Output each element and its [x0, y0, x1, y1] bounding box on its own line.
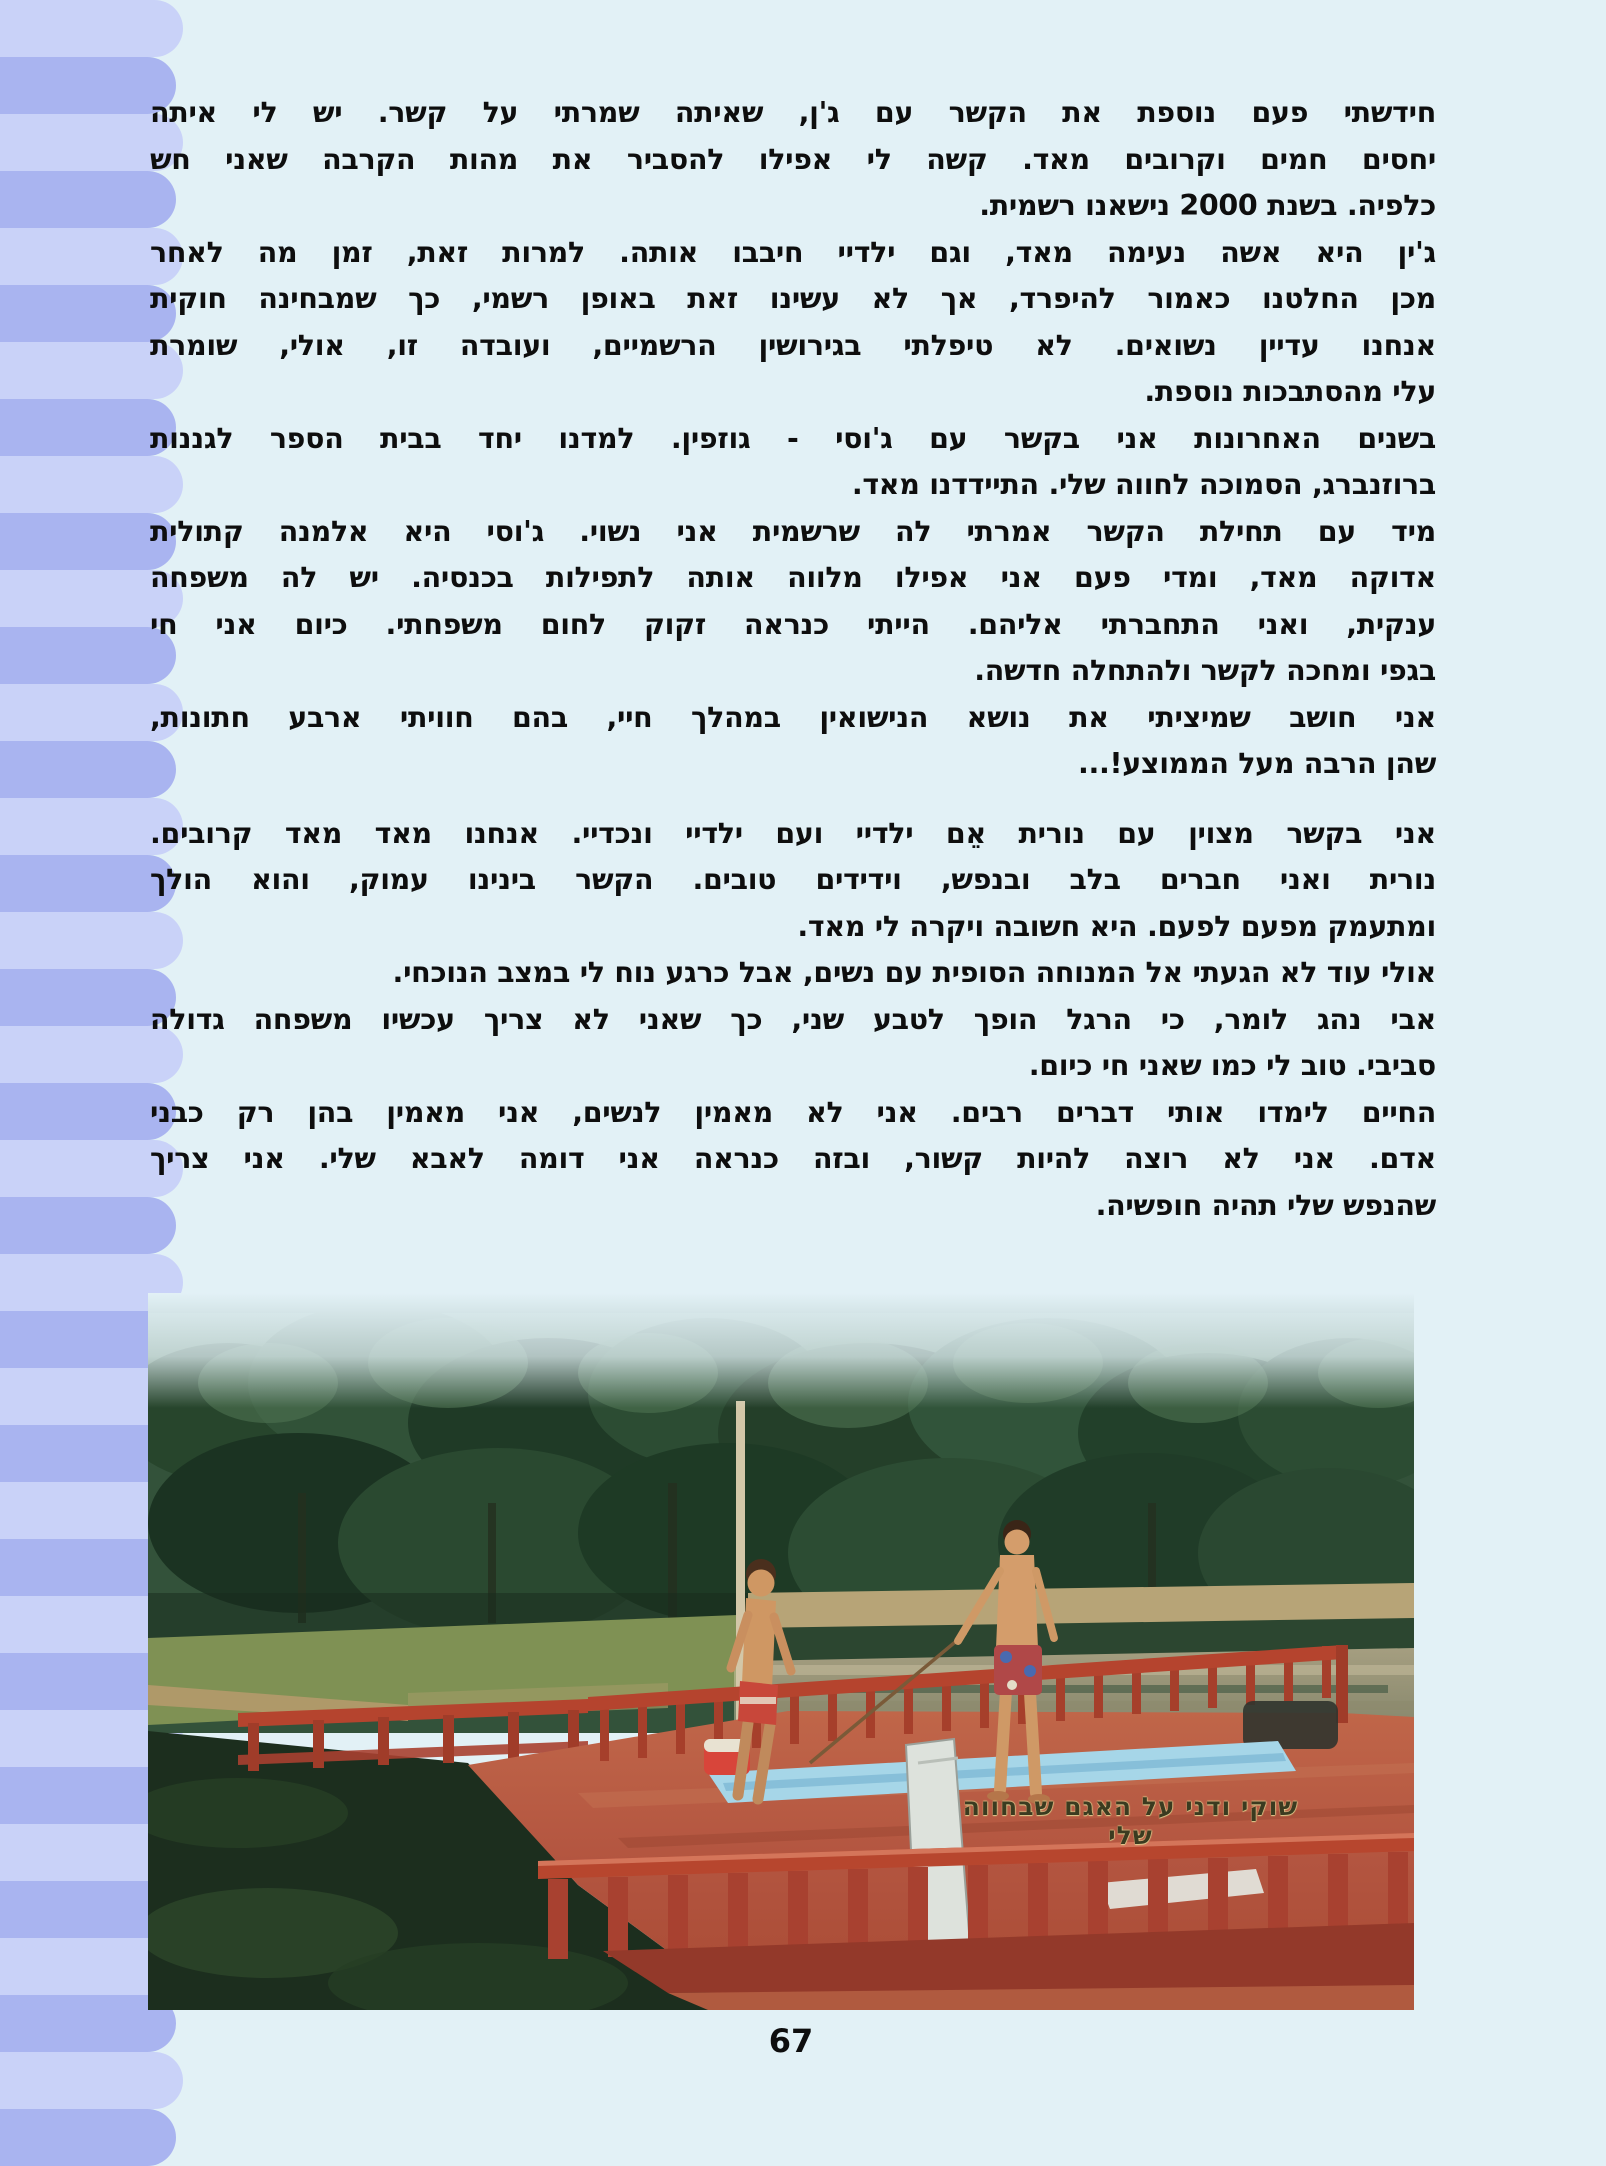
text-line: חידשתי פעם נוספת את הקשר עם ג'ן, שאיתה שמרתי על קשר. יש לי איתה — [150, 96, 1436, 129]
text-line: שהנפש שלי תהיה חופשיה. — [1095, 1188, 1436, 1222]
text-line: ברוזנברג, הסמוכה לחווה שלי. התיידדנו מאד. — [851, 468, 1436, 501]
paragraph — [150, 997, 1436, 1090]
text-line: נורית ואני חברים בלב ובנפש, וידידים טובים. הקשר בינינו עמוק, והוא הולך — [150, 863, 1436, 896]
text-line: אנחנו עדיין נשואים. לא טיפלתי בגירושין הרשמיים, ועובדה זו, אולי, שומרת — [150, 328, 1436, 362]
paragraph — [150, 1090, 1436, 1230]
front-railing — [538, 1833, 1414, 2010]
text-line: אבי נהג לומר, כי הרגל הופך לטבע שני, כך שאני לא צריך עכשיו משפחה גדולה — [150, 1002, 1436, 1036]
text-line: החיים לימדו אותי דברים רבים. אני לא מאמין לנשים, אני מאמין בהן רק כבני — [150, 1095, 1436, 1129]
paragraph — [150, 950, 1436, 997]
text-line: סביבי. טוב לי כמו שאני חי כיום. — [1028, 1049, 1436, 1082]
text-line: יחסים חמים וקרובים מאד. קשה לי אפילו להסביר את מהות הקרבה שאני חש — [150, 142, 1436, 176]
paragraph — [150, 416, 1436, 509]
photo-caption: שוקי ודני על האגם שבחווה שלי — [962, 1792, 1299, 1850]
paragraph — [150, 90, 1436, 230]
text-line: אני חושב שמיציתי את נושא הנישואין במהלך חיי, בהם חוויתי ארבע חתונות, — [150, 700, 1436, 734]
binding-pill — [0, 0, 183, 57]
binding-pill — [0, 2109, 176, 2166]
text-line: עלי מהסתבכות נוספת. — [1144, 375, 1436, 408]
paragraph — [150, 811, 1436, 951]
paragraph — [150, 695, 1436, 788]
text-line: ומתעמק מפעם לפעם. היא חשובה ויקרה לי מאד. — [797, 909, 1436, 943]
photo-top-fade — [148, 1293, 1414, 1408]
text-line: אדם. אני לא רוצה להיות קשור, ובזה כנראה אני דומה לאבא שלי. אני צריך — [150, 1142, 1436, 1175]
text-line: מיד עם תחילת הקשר אמרתי לה שרשמית אני נשוי. ג'וסי היא אלמנה קתולית — [150, 514, 1436, 548]
text-line: בשנים האחרונות אני בקשר עם ג'וסי - גוזפין. למדנו יחד בבית הספר לגננות — [150, 421, 1436, 455]
text-line: אולי עוד לא הגעתי אל המנוחה הסופית עם נשים, אבל כרגע נוח לי במצב הנוכחי. — [392, 956, 1436, 989]
text-column — [150, 90, 1436, 1229]
text-line: אדוקה מאד, ומדי פעם אני אפילו מלווה אותה לתפילות בכנסיה. יש לה משפחה — [150, 561, 1436, 594]
text-line: שהן הרבה מעל הממוצע!... — [1077, 747, 1436, 780]
page-number: 67 — [768, 2022, 814, 2060]
dark-object — [1243, 1701, 1338, 1749]
paragraph — [150, 230, 1436, 416]
binding-pill — [0, 2052, 183, 2109]
text-line: כלפיה. בשנת 2000 נישאנו רשמית. — [979, 189, 1436, 222]
text-line: אני בקשר מצוין עם נורית אֵם ילדיי ועם ילדיי ונכדיי. אנחנו מאד מאד קרובים. — [150, 816, 1436, 850]
photo-illustration — [148, 1293, 1414, 2010]
photo — [148, 1293, 1414, 2010]
text-line: בגפי ומחכה לקשר ולהתחלה חדשה. — [974, 654, 1436, 687]
text-line: ג'ין היא אשה נעימה מאד, וגם ילדיי חיבבו אותה. למרות זאת, זמן מה לאחר — [150, 235, 1436, 269]
paragraph — [150, 509, 1436, 695]
text-line: ענקית, ואני התחברתי אליהם. הייתי כנראה זקוק לחום משפחתי. כיום אני חי — [150, 607, 1436, 641]
text-line: מכן החלטנו כאמור להיפרד, אך לא עשינו זאת באופן רשמי, כך שמבחינה חוקית — [150, 282, 1436, 315]
